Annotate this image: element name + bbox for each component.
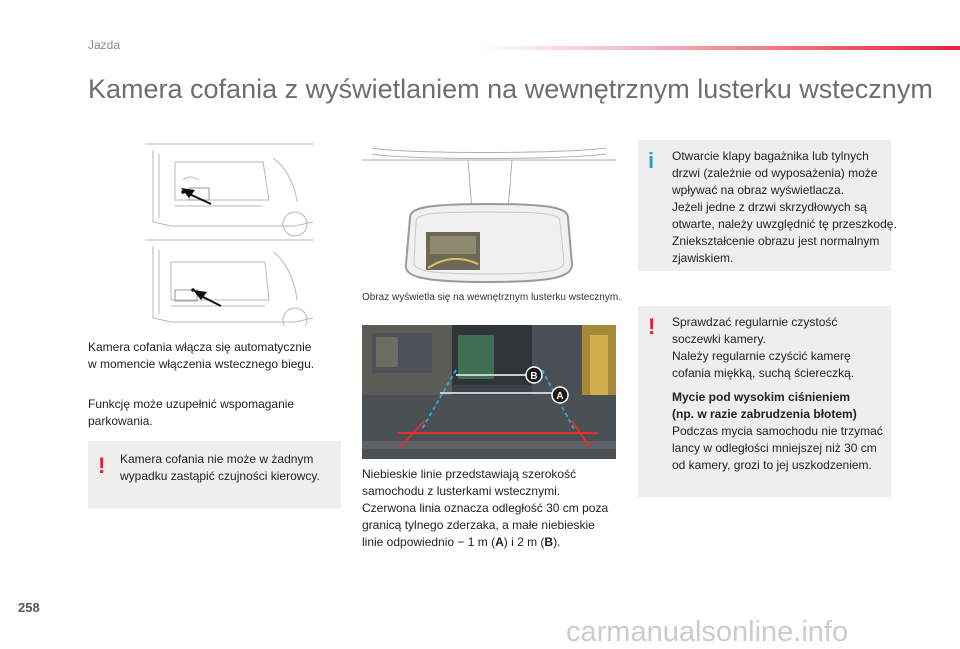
warning-icon: !	[648, 314, 656, 339]
intro-paragraph: Kamera cofania włącza się automatycznie w momencie włączenia wstecznego biegu.	[88, 340, 315, 371]
vehicle-rear-illustration	[145, 140, 313, 326]
marker-a	[552, 387, 568, 403]
marker-b-label: B	[530, 371, 538, 382]
mirror-caption: Obraz wyświetla się na wewnętrznym lusterku wstecznym.	[362, 292, 621, 303]
cleaning-text: Sprawdzać regularnie czystość soczewki kamery. Należy regularnie czyścić kamerę cofania miękką, suchą ściereczką.	[672, 315, 855, 380]
camera-view-image	[362, 325, 616, 459]
warning-text-driver: Kamera cofania nie może w żadnym wypadku zastąpić czujności kierowcy.	[120, 452, 320, 483]
rearview-mirror-illustration	[362, 140, 616, 290]
warning-icon: !	[98, 453, 106, 478]
marker-b	[526, 367, 542, 383]
info-text: Otwarcie klapy bagażnika lub tylnych drzwi (zależnie od wyposażenia) może wpływać na obraz wyświetlacza. Jeżeli jedne z drzwi skrzydłowych są otwarte, należy uwzględnić tę przeszkodę. Zniekształcenie obrazu jest normalnym zjawiskiem.	[672, 149, 897, 265]
page-number: 258	[18, 600, 40, 615]
info-icon: i	[648, 148, 655, 173]
lines-description: Niebieskie linie przedstawiają szerokość samochodu z lusterkami wstecznymi. Czerwona linia oznacza odległość 30 cm poza granicą tylnego zderzaka, a małe niebieskie linie odpowiednio − 1 m (A) i 2 m (B).	[362, 467, 609, 549]
page-title: Kamera cofania z wyświetlaniem na wewnętrznym lusterku wstecznym	[88, 74, 933, 104]
assist-paragraph: Funkcję może uzupełnić wspomaganie parkowania.	[88, 397, 295, 428]
watermark: carmanualsonline.info	[566, 616, 849, 648]
pressure-wash-text: Mycie pod wysokim ciśnieniem (np. w razie zabrudzenia błotem) Podczas mycia samochodu nie trzymać lancy w odległości mniejszej niż 30 cm od kamery, grozi to jej uszkodzeniem.	[672, 390, 883, 472]
marker-a-label: A	[556, 391, 564, 402]
header-accent-bar	[480, 46, 960, 50]
camera-location-dot	[181, 190, 185, 194]
section-label: Jazda	[88, 38, 121, 52]
